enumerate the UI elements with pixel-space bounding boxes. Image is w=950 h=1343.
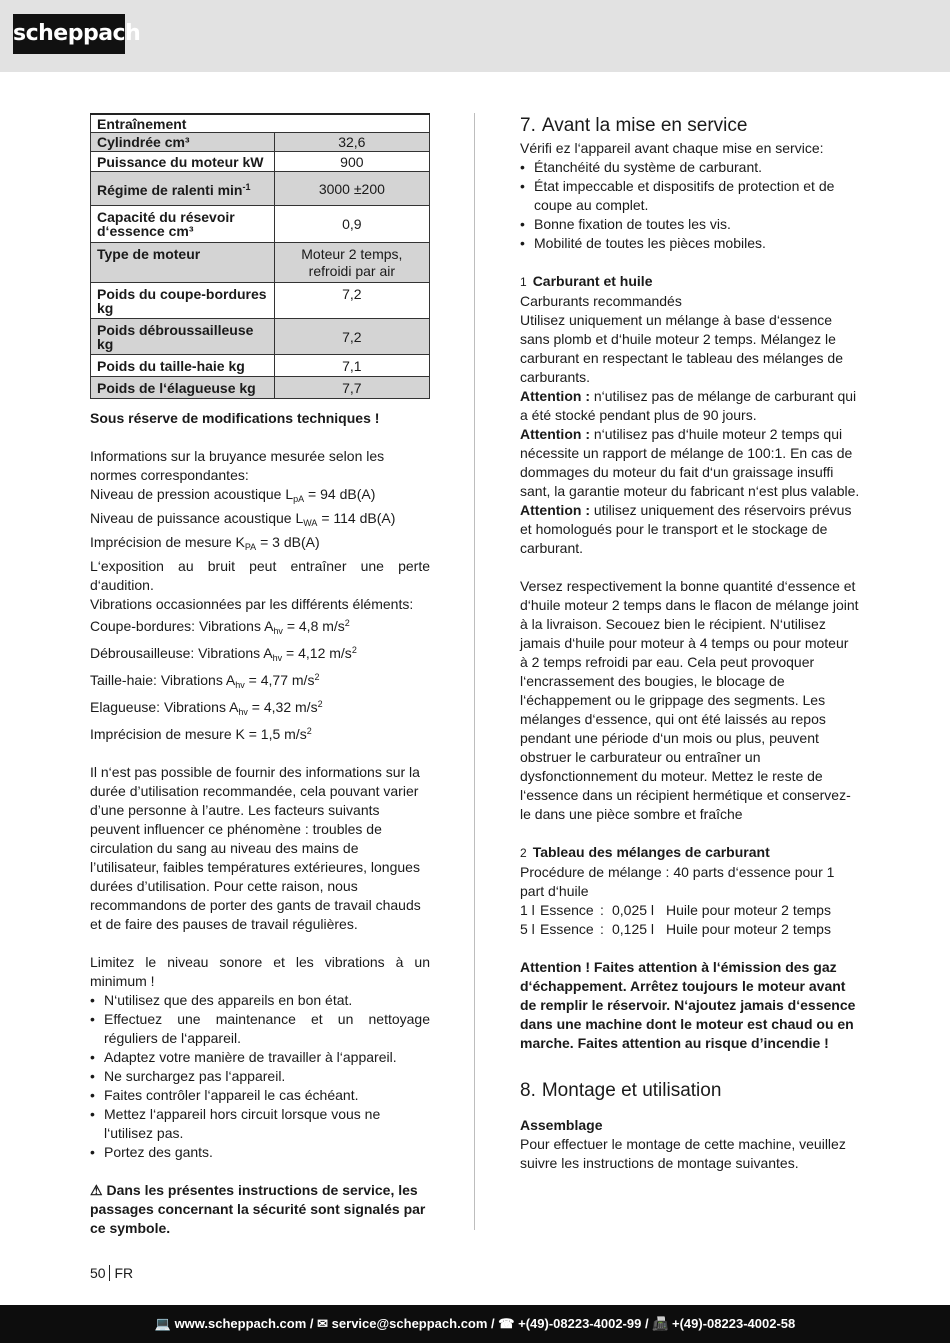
reserve-note: Sous réserve de modifications techniques ! (90, 410, 380, 426)
fax-icon: 📠 (652, 1316, 669, 1331)
fax-number: +(49)-08223-4002-58 (672, 1316, 796, 1331)
list-item: • Effectuez une maintenance et un nettoyage réguliers de l‘appareil. (90, 1010, 430, 1048)
table-row (91, 283, 430, 319)
spec-value: 32,6 (274, 133, 429, 152)
usage-duration-paragraph: Il n‘est pas possible de fournir des informations sur la durée d’utilisation recommandée, cela pouvant varier d’une personne à l’autre. Les facteurs suivants peuvent influencer ce phénomène : troubles de circulation du sang au niveau des mains de l’utilisateur, faibles températures extérieures, longues durées d’utilisation. Pour cette raison, nous recommandons de porter des gants de travail chauds et de faire des pauses de travail régulières. (90, 764, 421, 932)
table-row (91, 319, 430, 355)
spec-value: 3000 ±200 (274, 172, 429, 206)
spec-value: Moteur 2 temps, refroidi par air (274, 243, 429, 283)
spec-label: Régime de ralenti $\min^{-1}$ (91, 172, 275, 206)
pour-instructions: Versez respectivement la bonne quantité d‘essence et d‘huile moteur 2 temps dans le flacon de mélange joint à la livraison. Secouez bien le récipient. N‘utilisez jamais d‘huile pour moteur à 4 temps ou pour moteur à 2 temps refroidi par eau. Cela peut provoquer l‘encrassement des bougies, le blocage de l‘échappement ou le grippage des segments. Les mélanges d‘essence, qui ont été laissés au repos pendant une période d‘un mois ou plus, peuvent obstruer le carburateur ou entraîner un dysfonctionnement du moteur. Mettez le reste de l‘essence dans un récipient hermétique et conservez-le dans une pièce sombre et fraîche (520, 578, 859, 822)
exhaust-warning: Attention ! Faites attention à l‘émission des gaz d‘échappement. Arrêtez toujours le moteur avant de remplir le réservoir. N‘ajoutez jamais d‘essence dans une machine dont le moteur est chaud ou en marche. Faites attention au risque d’incendie ! (520, 959, 856, 1051)
vibration-value: Coupe-bordures: Vibrations $A_{hv} = 4,8$ $m/s^2$ (90, 618, 350, 636)
mixing-procedure: Procédure de mélange : 40 parts d‘essence pour 1 part d‘huile (520, 864, 835, 899)
list-item: • Adaptez votre manière de travailler à l‘appareil. (90, 1048, 430, 1067)
table-row (91, 355, 430, 377)
sound-power: Niveau de puissance acoustique $L_{WA} = 114$ dB(A) (90, 510, 396, 528)
attention-note: Attention : n‘utilisez pas de mélange de carburant qui a été stocké pendant plus de 90 jours. (520, 388, 857, 423)
list-item: • Étanchéité du système de carburant. (520, 158, 860, 177)
computer-icon: 💻 (154, 1316, 171, 1331)
vibration-value: Taille-haie: Vibrations $A_{hv} = 4,77$ $m/s^2$ (90, 672, 320, 690)
page-number: 50 FR (90, 1265, 134, 1281)
website-link[interactable]: www.scheppach.com (174, 1316, 307, 1331)
spec-label: Poids de l‘élagueuse kg (91, 377, 275, 399)
tips-list (90, 991, 430, 1162)
vibration-value: Elagueuse: Vibrations $A_{hv} = 4,32$ $m/s^2$ (90, 699, 323, 717)
spec-label: Cylindrée cm³ (91, 133, 275, 152)
list-item: • Bonne fixation de toutes les vis. (520, 215, 860, 234)
list-item: • Faites contrôler l‘appareil le cas échéant. (90, 1086, 430, 1105)
fuel-text: Utilisez uniquement un mélange à base d‘essence sans plomb et d‘huile moteur 2 temps. Mélangez le carburant en respectant le tableau des mélanges de carburants. (520, 312, 843, 385)
attention-note: Attention : utilisez uniquement des réservoirs prévus et homologués pour le transport et le stockage de carburant. (520, 502, 852, 556)
verify-intro: Vérifi ez l‘appareil avant chaque mise en service: (520, 140, 824, 156)
assembly-text: Pour effectuer le montage de cette machine, veuillez suivre les instructions de montage suivantes. (520, 1136, 846, 1171)
vibration-uncertainty: Imprécision de mesure K = 1,5 $m/s^2$ (90, 726, 312, 742)
spec-value: 7,1 (274, 355, 429, 377)
spec-table-title: Entraînement (91, 114, 430, 133)
spec-table (90, 113, 430, 399)
section-7-heading: 7. Avant la mise en service (520, 115, 748, 136)
mix-row: 1 l Essence : 0,025 l Huile pour moteur 2 temps (520, 902, 831, 918)
spec-label: Type de moteur (91, 243, 275, 283)
safety-note: ⚠ Dans les présentes instructions de service, les passages concernant la sécurité sont signalés par ce symbole. (90, 1182, 426, 1236)
checks-list (520, 158, 860, 253)
spec-value: 7,2 (274, 319, 429, 355)
spec-value: 7,7 (274, 377, 429, 399)
subsection-2-heading: 2 Tableau des mélanges de carburant (520, 844, 770, 860)
right-column (520, 113, 860, 1173)
phone-number: +(49)-08223-4002-99 (518, 1316, 642, 1331)
spec-value: 900 (274, 152, 429, 172)
list-item: • Mettez l‘appareil hors circuit lorsque vous ne l‘utilisez pas. (90, 1105, 430, 1143)
list-item: • Ne surchargez pas l‘appareil. (90, 1067, 430, 1086)
brand-logo: scheppach (13, 14, 125, 54)
limit-note: Limitez le niveau sonore et les vibrations à un minimum ! (90, 954, 430, 989)
list-item: • Mobilité de toutes les pièces mobiles. (520, 234, 860, 253)
exposure-note: L‘exposition au bruit peut entraîner une perte d‘audition. (90, 558, 430, 593)
vibration-intro: Vibrations occasionnées par les différents éléments: (90, 596, 414, 612)
left-column (90, 113, 430, 1238)
table-row (91, 152, 430, 172)
sound-pressure: Niveau de pression acoustique $L_{pA} = 94$ dB(A) (90, 486, 376, 504)
header-band (0, 0, 950, 72)
spec-label: Capacité du résevoir d‘essence cm³ (91, 206, 275, 243)
fuel-recommended: Carburants recommandés (520, 293, 682, 309)
list-item: • N‘utilisez que des appareils en bon état. (90, 991, 430, 1010)
noise-intro: Informations sur la bruyance mesurée selon les normes correspondantes: (90, 448, 385, 483)
mail-icon: ✉ (317, 1316, 329, 1331)
table-row (91, 377, 430, 399)
table-row (91, 243, 430, 283)
vibration-value: Débrousailleuse: Vibrations $A_{hv} = 4,12$ $m/s^2$ (90, 645, 357, 663)
section-8-heading: 8. Montage et utilisation (520, 1080, 722, 1101)
attention-note: Attention : n‘utilisez pas d‘huile moteur 2 temps qui nécessite un rapport de mélange de 100:1. En cas de dommages du moteur du fait d‘un graissage insuffi sant, la garantie moteur du fabricant n‘est plus valable. (520, 426, 860, 499)
list-item: • Portez des gants. (90, 1143, 430, 1162)
table-row (91, 133, 430, 152)
spec-label: Poids du taille-haie kg (91, 355, 275, 377)
column-divider (474, 113, 475, 1230)
subsection-1-heading: 1 Carburant et huile (520, 273, 653, 289)
spec-label: Poids du coupe-bordures kg (91, 283, 275, 319)
email-link[interactable]: service@scheppach.com (331, 1316, 488, 1331)
sound-uncertainty: Imprécision de mesure $K_{PA} = 3$ dB(A) (90, 534, 320, 552)
spec-value: 0,9 (274, 206, 429, 243)
list-item: • État impeccable et dispositifs de protection et de coupe au complet. (520, 177, 860, 215)
spec-label: Puissance du moteur kW (91, 152, 275, 172)
table-row (91, 206, 430, 243)
spec-table-header (91, 114, 430, 133)
warning-triangle-icon: ⚠ (90, 1182, 103, 1198)
footer-bar: 💻 www.scheppach.com / ✉ service@scheppach.com / ☎ +(49)-08223-4002-99 / 📠 +(49)-08223-4002-58 (0, 1305, 950, 1343)
spec-value: 7,2 (274, 283, 429, 319)
table-row (91, 172, 430, 206)
mix-row: 5 l Essence : 0,125 l Huile pour moteur 2 temps (520, 921, 831, 937)
phone-icon: ☎ (498, 1316, 515, 1331)
spec-label: Poids débroussailleuse kg (91, 319, 275, 355)
assembly-heading: Assemblage (520, 1117, 603, 1133)
